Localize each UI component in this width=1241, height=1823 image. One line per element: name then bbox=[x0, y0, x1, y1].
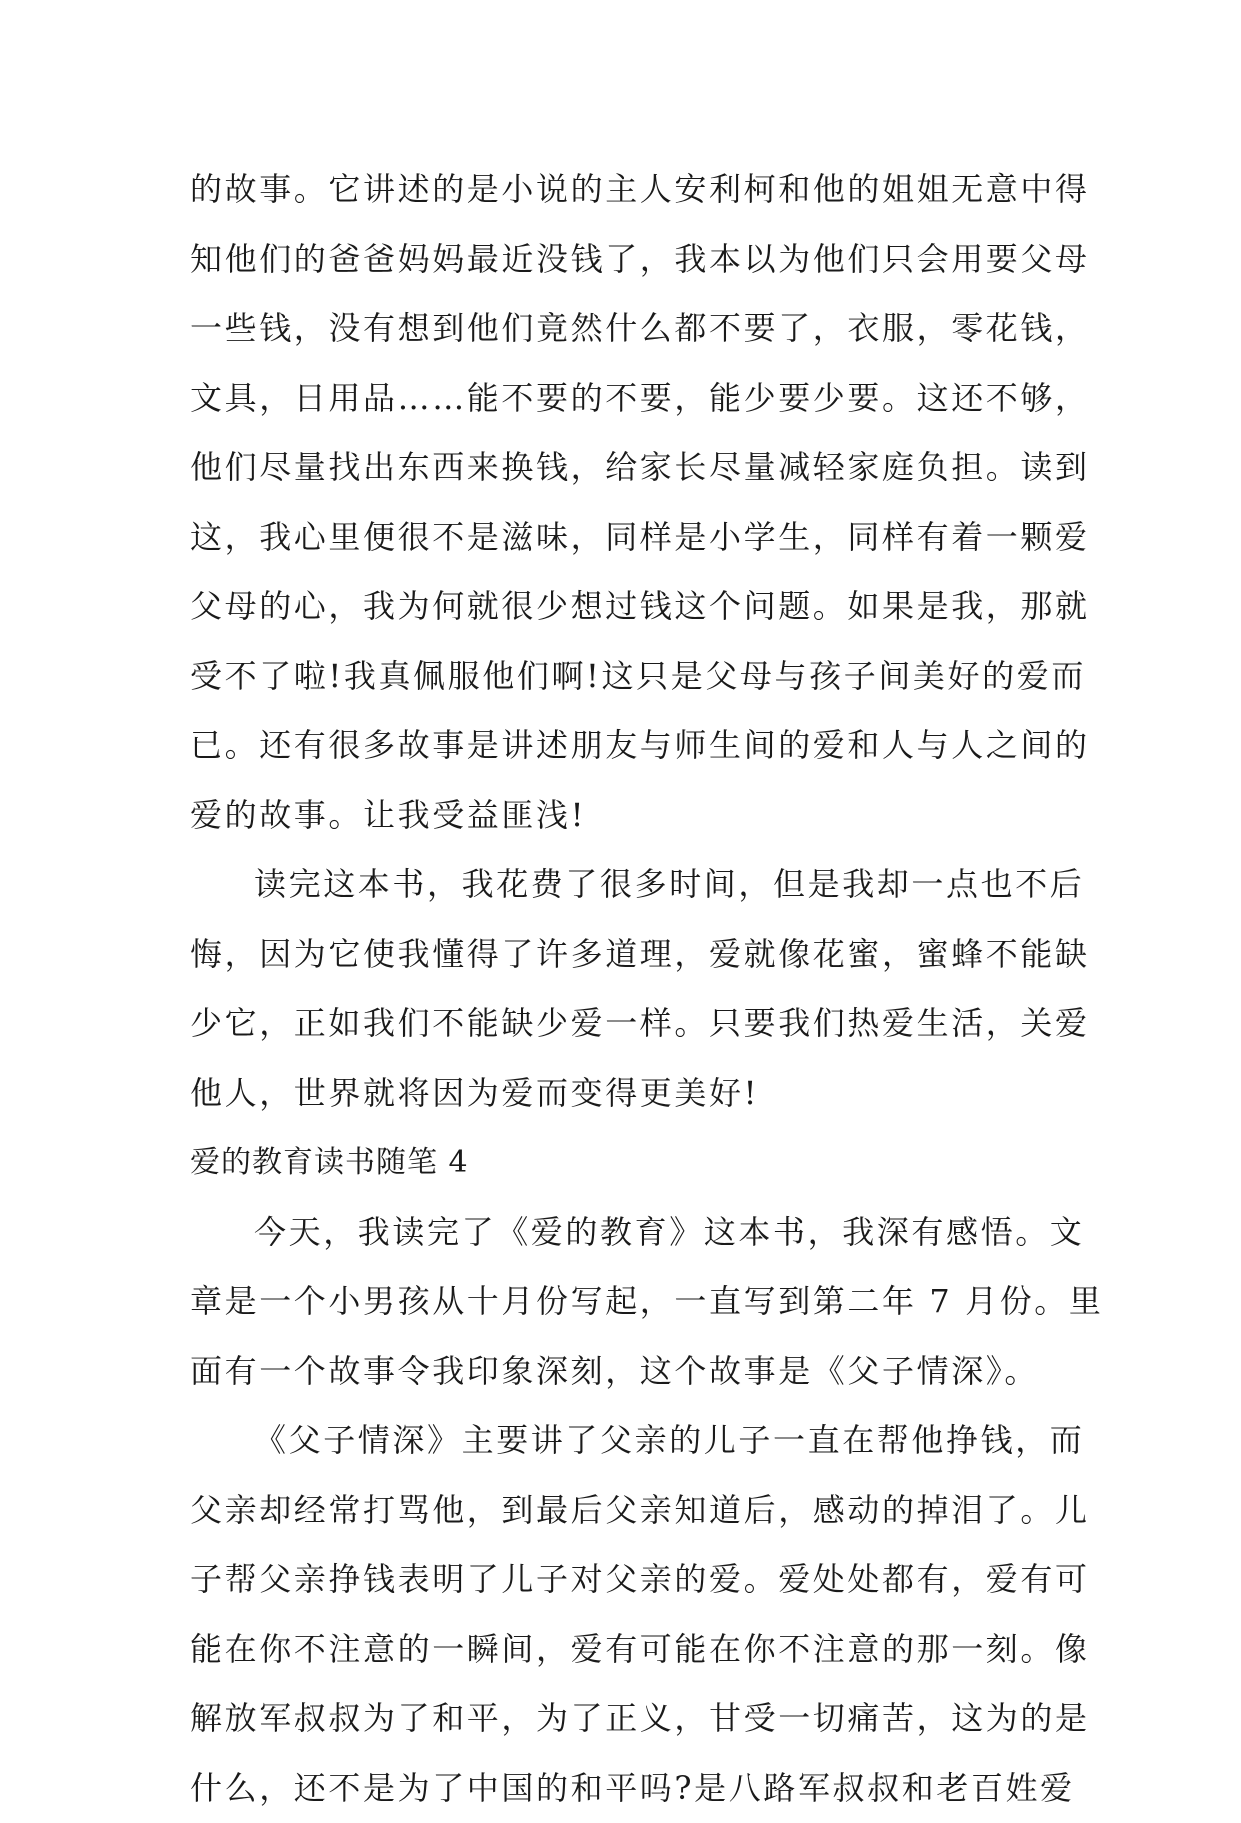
paragraph-intro bbox=[190, 1198, 1070, 1407]
section-title: 爱的教育读书随笔 4 bbox=[190, 1128, 1070, 1198]
text-line: 知他们的爸爸妈妈最近没钱了，我本以为他们只会用要父母 bbox=[190, 225, 1070, 295]
text-line: 受不了啦!我真佩服他们啊!这只是父母与孩子间美好的爱而 bbox=[190, 642, 1070, 712]
text-line: 今天，我读完了《爱的教育》这本书，我深有感悟。文 bbox=[190, 1198, 1070, 1268]
text-line: 解放军叔叔为了和平，为了正义，甘受一切痛苦，这为的是 bbox=[190, 1684, 1070, 1754]
paragraph-conclusion bbox=[190, 850, 1070, 1128]
text-line: 少它，正如我们不能缺少爱一样。只要我们热爱生活，关爱 bbox=[190, 989, 1070, 1059]
document-page bbox=[190, 155, 1070, 1823]
text-line: 什么，还不是为了中国的和平吗?是八路军叔叔和老百姓爱 bbox=[190, 1754, 1070, 1823]
text-line: 子帮父亲挣钱表明了儿子对父亲的爱。爱处处都有，爱有可 bbox=[190, 1545, 1070, 1615]
text-line: 已。还有很多故事是讲述朋友与师生间的爱和人与人之间的 bbox=[190, 711, 1070, 781]
paragraph-story bbox=[190, 1406, 1070, 1823]
text-line: 面有一个故事令我印象深刻，这个故事是《父子情深》。 bbox=[190, 1337, 1070, 1407]
paragraph-continued bbox=[190, 155, 1070, 850]
text-line: 父亲却经常打骂他，到最后父亲知道后，感动的掉泪了。儿 bbox=[190, 1476, 1070, 1546]
text-line: 《父子情深》主要讲了父亲的儿子一直在帮他挣钱，而 bbox=[190, 1406, 1070, 1476]
text-line: 读完这本书，我花费了很多时间，但是我却一点也不后 bbox=[190, 850, 1070, 920]
text-line: 他人，世界就将因为爱而变得更美好! bbox=[190, 1059, 1070, 1129]
text-line: 能在你不注意的一瞬间，爱有可能在你不注意的那一刻。像 bbox=[190, 1615, 1070, 1685]
text-line: 章是一个小男孩从十月份写起，一直写到第二年 7 月份。里 bbox=[190, 1267, 1070, 1337]
text-line: 文具，日用品……能不要的不要，能少要少要。这还不够， bbox=[190, 364, 1070, 434]
text-line: 这，我心里便很不是滋味，同样是小学生，同样有着一颗爱 bbox=[190, 503, 1070, 573]
text-line: 父母的心，我为何就很少想过钱这个问题。如果是我，那就 bbox=[190, 572, 1070, 642]
text-line: 他们尽量找出东西来换钱，给家长尽量减轻家庭负担。读到 bbox=[190, 433, 1070, 503]
text-line: 悔，因为它使我懂得了许多道理，爱就像花蜜，蜜蜂不能缺 bbox=[190, 920, 1070, 990]
text-line: 的故事。它讲述的是小说的主人安利柯和他的姐姐无意中得 bbox=[190, 155, 1070, 225]
text-line: 爱的故事。让我受益匪浅! bbox=[190, 781, 1070, 851]
text-line: 一些钱，没有想到他们竟然什么都不要了，衣服，零花钱， bbox=[190, 294, 1070, 364]
